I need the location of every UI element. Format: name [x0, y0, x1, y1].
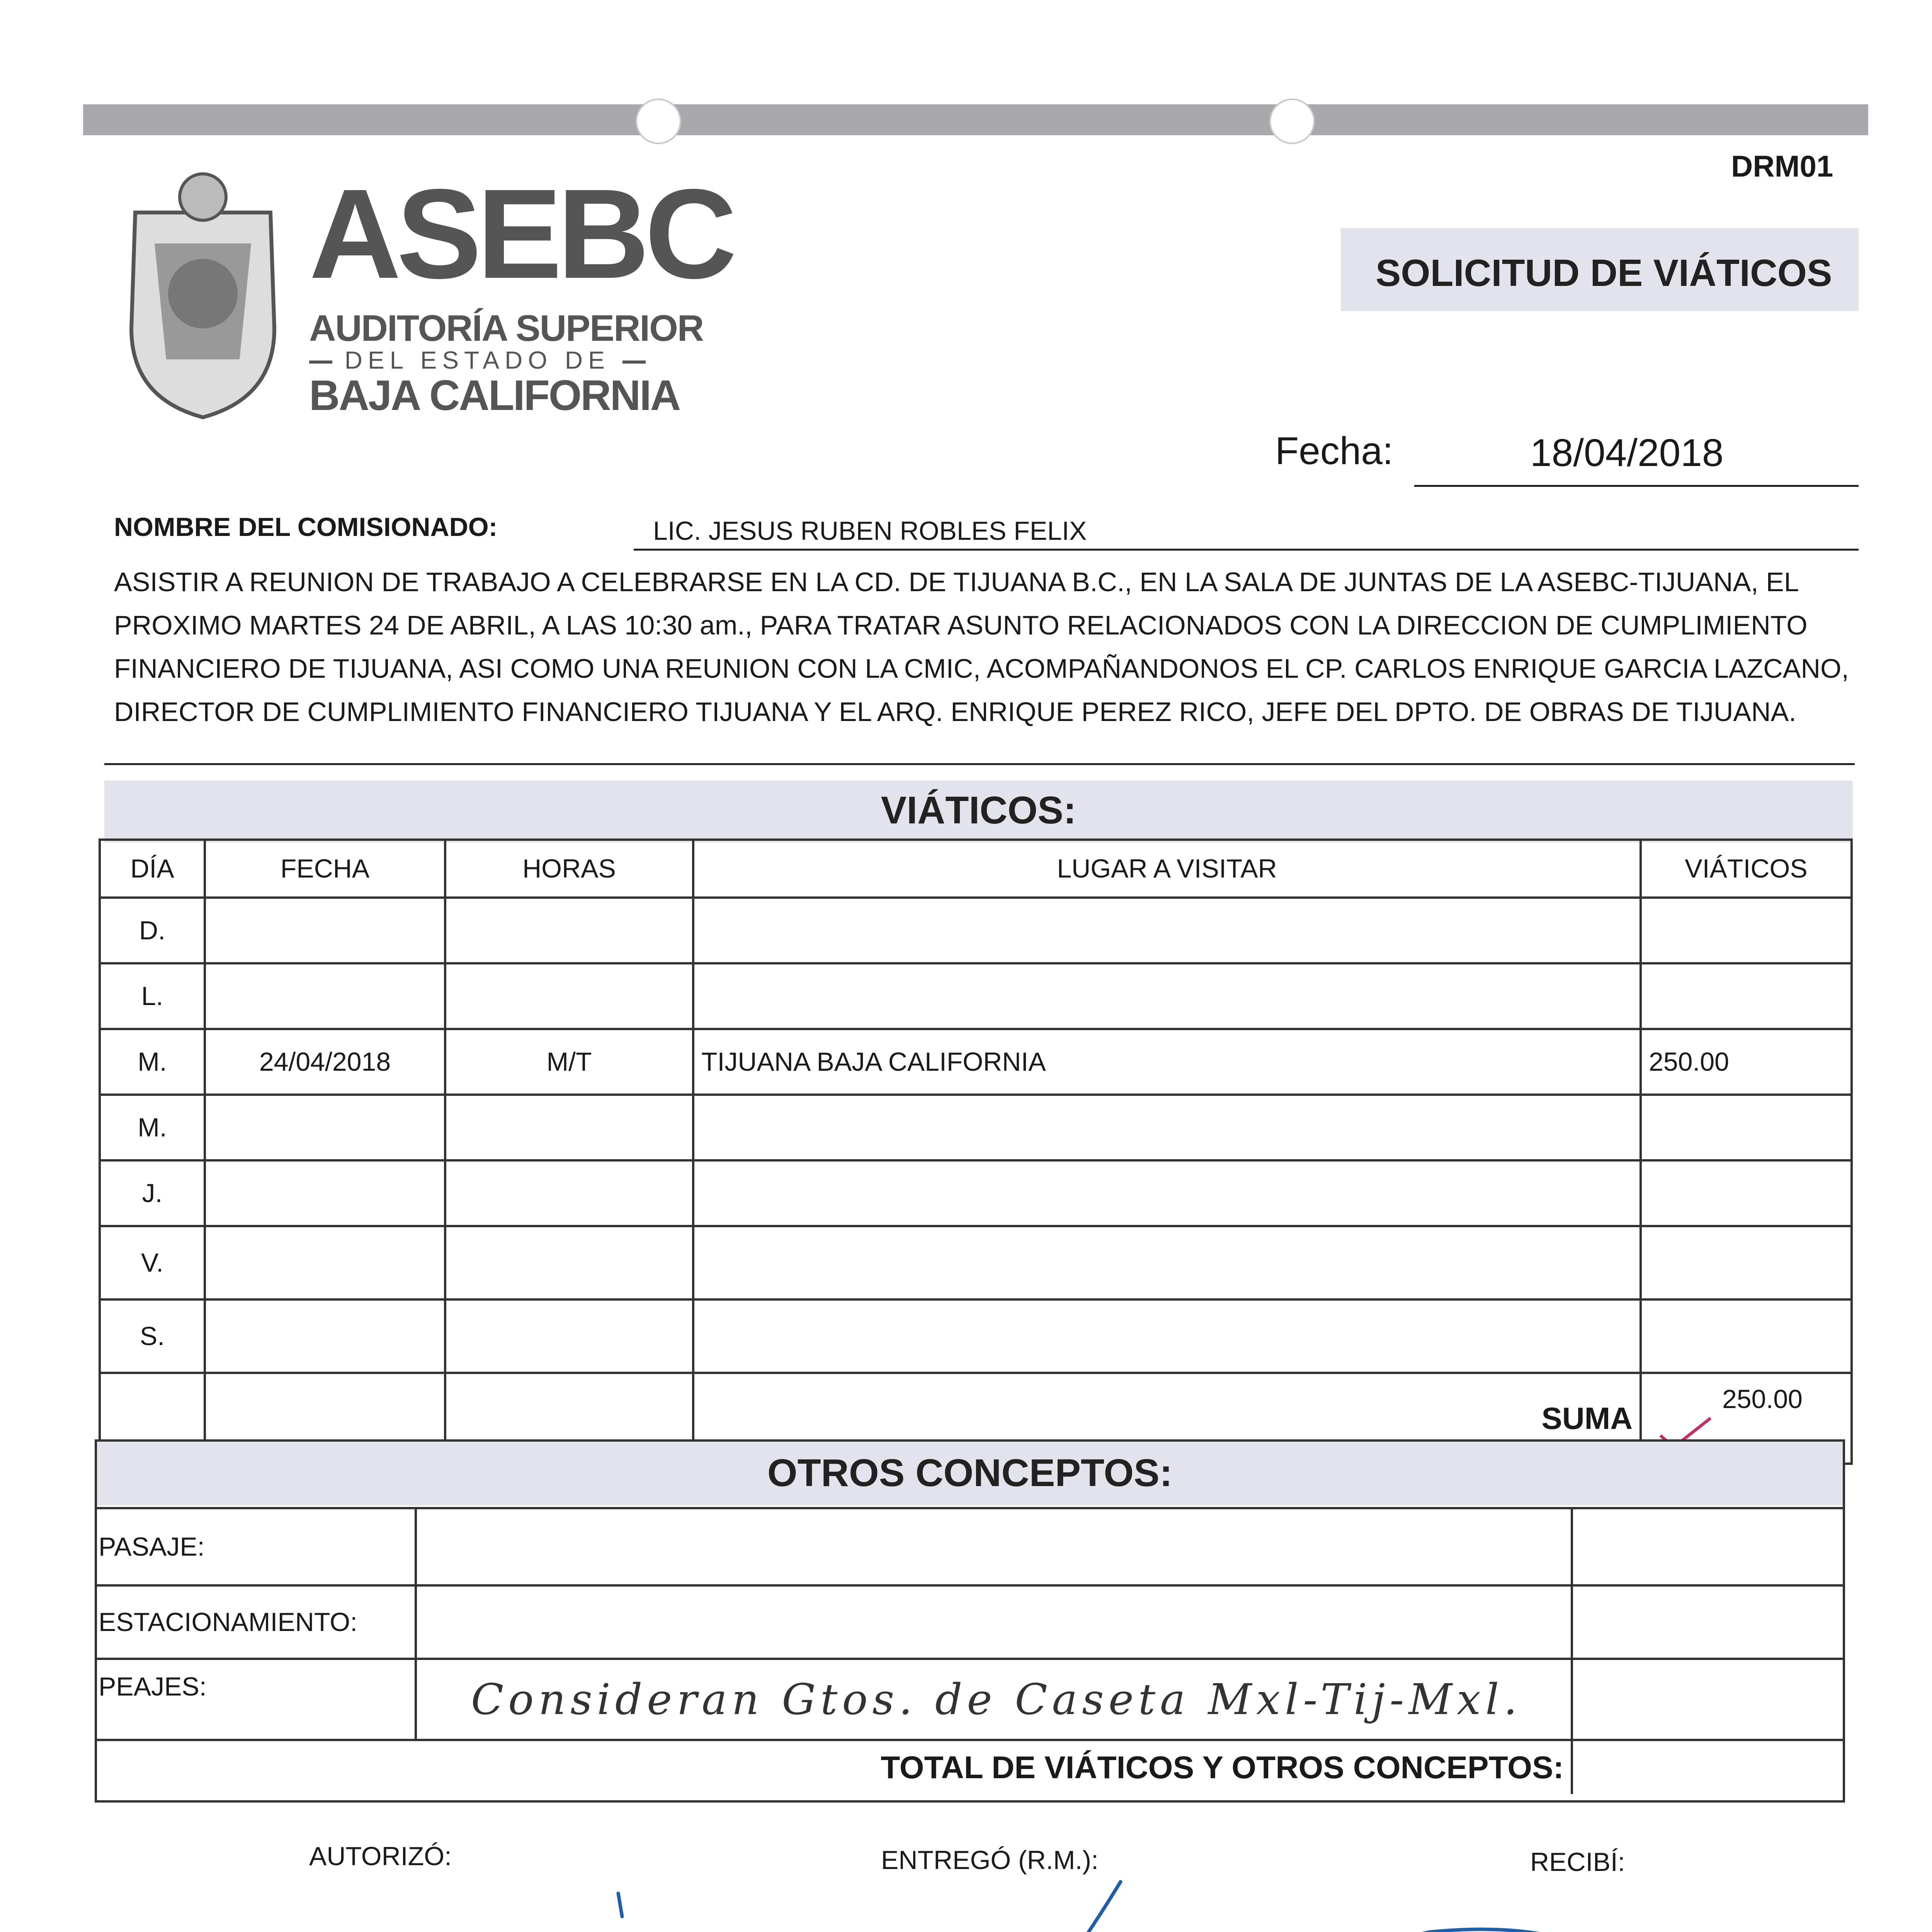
description-line: DIRECTOR DE CUMPLIMIENTO FINANCIERO TIJUANA Y EL ARQ. ENRIQUE PEREZ RICO, JEFE DEL DPTO. DE OBRAS DE TIJUANA. [114, 697, 1796, 727]
logo-line2: DEL ESTADO DE [309, 346, 646, 374]
row-viaticos: 250.00 [1641, 1029, 1852, 1095]
header-dia: DÍA [100, 840, 205, 898]
row-horas: M/T [445, 1029, 693, 1095]
form-code: DRM01 [1731, 149, 1833, 183]
signature-recibi [1345, 1929, 1690, 1932]
row-dia: D. [100, 898, 205, 963]
logo-line1: AUDITORÍA SUPERIOR [309, 308, 704, 349]
entrego-label: ENTREGÓ (R.M.): [881, 1845, 1099, 1875]
logo-acronym: ASEBC [309, 162, 733, 305]
header-lugar: LUGAR A VISITAR [693, 840, 1641, 898]
comisionado-value: LIC. JESUS RUBEN ROBLES FELIX [653, 516, 1087, 546]
header-fecha: FECHA [205, 840, 445, 898]
fecha-label: Fecha: [1275, 429, 1393, 473]
header-viaticos: VIÁTICOS [1641, 840, 1852, 898]
otros-label: PASAJE: [95, 1508, 416, 1585]
description-line: FINANCIERO DE TIJUANA, ASI COMO UNA REUNION CON LA CMIC, ACOMPAÑANDONOS EL CP. CARLOS ENRIQUE GARCIA LAZCANO, [114, 653, 1849, 684]
otros-title: OTROS CONCEPTOS: [767, 1451, 1173, 1495]
row-dia: M. [100, 1095, 205, 1160]
logo-line3: BAJA CALIFORNIA [309, 372, 680, 419]
comisionado-label: NOMBRE DEL COMISIONADO: [114, 512, 498, 542]
form-title: SOLICITUD DE VIÁTICOS [1376, 252, 1832, 294]
row-dia: V. [100, 1226, 205, 1299]
row-dia: L. [100, 963, 205, 1029]
autorizo-label: AUTORIZÓ: [309, 1842, 452, 1871]
suma-label: SUMA [693, 1373, 1641, 1464]
row-fecha: 24/04/2018 [205, 1029, 445, 1095]
signature-autorizo [618, 1893, 622, 1917]
row-lugar: TIJUANA BAJA CALIFORNIA [693, 1029, 1641, 1095]
row-dia: M. [100, 1029, 205, 1095]
fecha-value: 18/04/2018 [1530, 431, 1724, 474]
header-horas: HORAS [445, 840, 693, 898]
suma-value: 250.00 [1722, 1384, 1803, 1414]
description-line: PROXIMO MARTES 24 DE ABRIL, A LAS 10:30 am., PARA TRATAR ASUNTO RELACIONADOS CON LA DIRECCION DE CUMPLIMIENTO [114, 610, 1808, 640]
otros-label: PEAJES: [95, 1659, 416, 1740]
row-dia: J. [100, 1160, 205, 1226]
signature-entrego [671, 1882, 1229, 1932]
peajes-handwritten-note: Consideran Gtos. de Caseta Mxl-Tij-Mxl. [416, 1659, 1572, 1740]
total-label: TOTAL DE VIÁTICOS Y OTROS CONCEPTOS: [95, 1740, 1572, 1794]
row-dia: S. [100, 1299, 205, 1373]
description-line: ASISTIR A REUNION DE TRABAJO A CELEBRARSE EN LA CD. DE TIJUANA B.C., EN LA SALA DE JUNTAS DE LA ASEBC-TIJUANA, EL [114, 567, 1799, 597]
recibi-label: RECIBÍ: [1530, 1847, 1625, 1877]
otros-label: ESTACIONAMIENTO: [95, 1585, 416, 1659]
viaticos-title: VIÁTICOS: [881, 789, 1077, 832]
